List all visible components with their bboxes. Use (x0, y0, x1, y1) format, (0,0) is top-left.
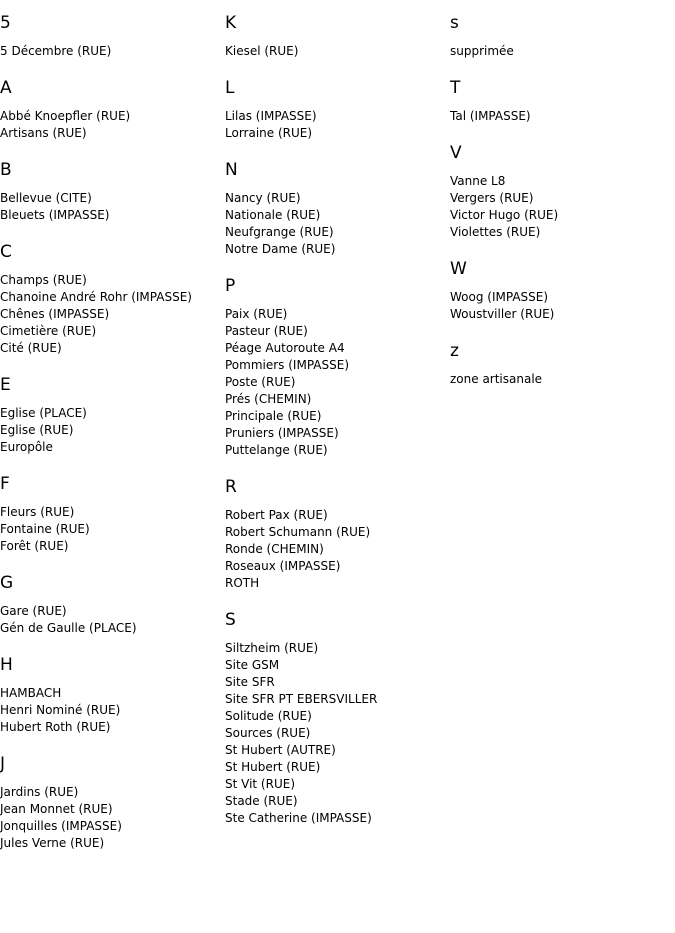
street-list-item (225, 241, 450, 258)
street-list-item (0, 323, 225, 340)
street-list-item (225, 691, 450, 708)
street-list-item (450, 289, 675, 306)
street-list-item (225, 207, 450, 224)
street-link[interactable]: Jonquilles (IMPASSE) (0, 819, 122, 833)
street-list-item (450, 108, 675, 125)
street-list (0, 272, 225, 357)
street-link[interactable]: St Hubert (RUE) (225, 760, 321, 774)
street-link[interactable]: Fontaine (RUE) (0, 522, 90, 536)
street-list-item (0, 439, 225, 456)
letter-group (225, 276, 450, 459)
street-list-item (0, 43, 225, 60)
letter-group (0, 160, 225, 224)
street-list-item (225, 374, 450, 391)
street-list (450, 173, 675, 241)
street-list (225, 43, 450, 60)
street-list-item (0, 801, 225, 818)
street-list-item (225, 558, 450, 575)
letter-heading: V (450, 143, 462, 163)
street-link[interactable]: Kiesel (RUE) (225, 44, 299, 58)
letter-group (225, 160, 450, 258)
street-link[interactable]: Principale (RUE) (225, 409, 322, 423)
street-list-item (225, 708, 450, 725)
street-link[interactable]: Forêt (RUE) (0, 539, 69, 553)
street-link[interactable]: Sources (RUE) (225, 726, 311, 740)
street-link[interactable]: Nationale (RUE) (225, 208, 321, 222)
street-list (225, 190, 450, 258)
street-link[interactable]: Solitude (RUE) (225, 709, 312, 723)
street-list-item (225, 776, 450, 793)
street-link[interactable]: Lilas (IMPASSE) (225, 109, 317, 123)
street-list-item (225, 524, 450, 541)
letter-heading: C (0, 242, 12, 262)
street-link[interactable]: 5 Décembre (RUE) (0, 44, 112, 58)
street-list-item (0, 685, 225, 702)
street-link[interactable]: Eglise (RUE) (0, 423, 74, 437)
street-list (0, 603, 225, 637)
street-link[interactable]: ROTH (225, 576, 260, 590)
street-list-item (225, 108, 450, 125)
street-list-item (225, 306, 450, 323)
street-list-item (225, 442, 450, 459)
street-list (225, 640, 450, 827)
street-link[interactable]: Site SFR (225, 675, 275, 689)
street-list (0, 504, 225, 555)
street-link[interactable]: Pruniers (IMPASSE) (225, 426, 339, 440)
letter-group (450, 143, 675, 241)
street-list-item (225, 408, 450, 425)
letter-heading: S (225, 610, 236, 630)
street-list-item (225, 657, 450, 674)
street-list-item (225, 793, 450, 810)
street-link[interactable]: Poste (RUE) (225, 375, 296, 389)
street-link[interactable]: Artisans (RUE) (0, 126, 87, 140)
street-list-item (225, 674, 450, 691)
street-list-item (0, 125, 225, 142)
letter-group (450, 341, 675, 388)
street-list-item (0, 340, 225, 357)
street-list-item (0, 504, 225, 521)
street-link[interactable]: Prés (CHEMIN) (225, 392, 312, 406)
letter-group (225, 13, 450, 60)
street-link[interactable]: Champs (RUE) (0, 273, 87, 287)
street-link[interactable]: supprimée (450, 44, 514, 58)
letter-group (0, 242, 225, 357)
letter-group (225, 610, 450, 827)
street-link[interactable]: Ste Catherine (IMPASSE) (225, 811, 372, 825)
street-list-item (0, 603, 225, 620)
street-link[interactable]: Neufgrange (RUE) (225, 225, 334, 239)
street-list-item (450, 43, 675, 60)
street-list-item (225, 323, 450, 340)
street-index-column-1 (0, 13, 225, 870)
street-link[interactable]: Roseaux (IMPASSE) (225, 559, 341, 573)
street-list-item (225, 357, 450, 374)
street-link[interactable]: Gén de Gaulle (PLACE) (0, 621, 137, 635)
letter-heading: P (225, 276, 236, 296)
street-link[interactable]: Henri Nominé (RUE) (0, 703, 121, 717)
street-list-item (0, 620, 225, 637)
street-list-item (225, 725, 450, 742)
street-link[interactable]: Europôle (0, 440, 53, 454)
letter-heading: N (225, 160, 238, 180)
street-link[interactable]: Gare (RUE) (0, 604, 67, 618)
letter-group (450, 13, 675, 60)
street-link[interactable]: Violettes (RUE) (450, 225, 541, 239)
street-list-item (225, 125, 450, 142)
letter-heading: s (450, 13, 459, 33)
street-link[interactable]: Robert Pax (RUE) (225, 508, 328, 522)
letter-heading: B (0, 160, 12, 180)
street-list-item (0, 405, 225, 422)
street-link[interactable]: Nancy (RUE) (225, 191, 301, 205)
letter-group (0, 655, 225, 736)
street-link[interactable]: Chênes (IMPASSE) (0, 307, 110, 321)
street-link[interactable]: Péage Autoroute A4 (225, 341, 345, 355)
street-list (225, 108, 450, 142)
letter-heading: F (0, 474, 10, 494)
letter-group (225, 477, 450, 592)
street-list (0, 685, 225, 736)
street-list (450, 43, 675, 60)
letter-group (0, 573, 225, 637)
street-link[interactable]: Vanne L8 (450, 174, 506, 188)
street-link[interactable]: St Vit (RUE) (225, 777, 296, 791)
street-link[interactable]: Abbé Knoepfler (RUE) (0, 109, 131, 123)
street-link[interactable]: Paix (RUE) (225, 307, 288, 321)
letter-heading: 5 (0, 13, 11, 33)
street-list-item (225, 742, 450, 759)
street-list-item (0, 108, 225, 125)
street-list (450, 108, 675, 125)
street-list-item (0, 306, 225, 323)
street-list-item (450, 173, 675, 190)
letter-heading: R (225, 477, 237, 497)
street-list-item (0, 289, 225, 306)
letter-heading: W (450, 259, 467, 279)
street-link[interactable]: Jardins (RUE) (0, 785, 79, 799)
street-list-item (0, 521, 225, 538)
street-list (0, 784, 225, 852)
street-link[interactable]: Notre Dame (RUE) (225, 242, 336, 256)
letter-group (0, 754, 225, 852)
street-list (0, 43, 225, 60)
letter-group (225, 78, 450, 142)
street-link[interactable]: Tal (IMPASSE) (450, 109, 531, 123)
street-list-item (450, 371, 675, 388)
street-link[interactable]: Pasteur (RUE) (225, 324, 308, 338)
street-list (0, 190, 225, 224)
letter-group (0, 78, 225, 142)
street-list-item (225, 810, 450, 827)
letter-heading: E (0, 375, 11, 395)
street-link[interactable]: Woustviller (RUE) (450, 307, 555, 321)
street-link[interactable]: Lorraine (RUE) (225, 126, 313, 140)
street-link[interactable]: Woog (IMPASSE) (450, 290, 549, 304)
street-link[interactable]: Jean Monnet (RUE) (0, 802, 113, 816)
street-list-item (225, 759, 450, 776)
street-list-item (225, 541, 450, 558)
letter-group (0, 13, 225, 60)
letter-heading: z (450, 341, 459, 361)
street-link[interactable]: Victor Hugo (RUE) (450, 208, 559, 222)
street-list-item (225, 340, 450, 357)
street-list (225, 306, 450, 459)
street-link[interactable]: Ronde (CHEMIN) (225, 542, 324, 556)
street-list (450, 289, 675, 323)
letter-group (450, 259, 675, 323)
street-link[interactable]: Puttelange (RUE) (225, 443, 328, 457)
letter-heading: A (0, 78, 12, 98)
street-list-item (225, 224, 450, 241)
street-link[interactable]: Siltzheim (RUE) (225, 641, 319, 655)
street-list-item (225, 190, 450, 207)
street-list-item (450, 190, 675, 207)
street-link[interactable]: HAMBACH (0, 686, 62, 700)
street-link[interactable]: Jules Verne (RUE) (0, 836, 105, 850)
letter-heading: T (450, 78, 461, 98)
letter-heading: K (225, 13, 237, 33)
street-list (0, 108, 225, 142)
street-link[interactable]: Chanoine André Rohr (IMPASSE) (0, 290, 192, 304)
street-link[interactable]: Cité (RUE) (0, 341, 62, 355)
letter-heading: L (225, 78, 235, 98)
street-link[interactable]: Bellevue (CITE) (0, 191, 92, 205)
street-link[interactable]: Stade (RUE) (225, 794, 298, 808)
street-list-item (450, 207, 675, 224)
street-list-item (0, 422, 225, 439)
street-link[interactable]: Site GSM (225, 658, 280, 672)
street-list-item (450, 224, 675, 241)
street-link[interactable]: Eglise (PLACE) (0, 406, 87, 420)
street-list-item (450, 306, 675, 323)
street-list-item (0, 702, 225, 719)
street-list-item (0, 719, 225, 736)
letter-group (450, 78, 675, 125)
street-link[interactable]: Vergers (RUE) (450, 191, 534, 205)
street-list (225, 507, 450, 592)
street-link[interactable]: Robert Schumann (RUE) (225, 525, 371, 539)
letter-group (0, 375, 225, 456)
street-link[interactable]: Cimetière (RUE) (0, 324, 97, 338)
street-list-item (225, 43, 450, 60)
street-list (450, 371, 675, 388)
street-link[interactable]: Site SFR PT EBERSVILLER (225, 692, 378, 706)
street-list-item (0, 207, 225, 224)
street-index-column-2 (225, 13, 450, 845)
letter-heading: H (0, 655, 13, 675)
street-list-item (225, 425, 450, 442)
street-link[interactable]: Fleurs (RUE) (0, 505, 75, 519)
street-link[interactable]: St Hubert (AUTRE) (225, 743, 336, 757)
letter-heading: J (0, 754, 6, 774)
street-link[interactable]: Pommiers (IMPASSE) (225, 358, 349, 372)
street-list-item (0, 190, 225, 207)
street-list (0, 405, 225, 456)
street-link[interactable]: Hubert Roth (RUE) (0, 720, 111, 734)
street-list-item (225, 640, 450, 657)
street-link[interactable]: zone artisanale (450, 372, 543, 386)
street-list-item (0, 818, 225, 835)
street-link[interactable]: Bleuets (IMPASSE) (0, 208, 110, 222)
street-list-item (0, 272, 225, 289)
street-list-item (0, 784, 225, 801)
street-list-item (0, 835, 225, 852)
letter-group (0, 474, 225, 555)
street-list-item (0, 538, 225, 555)
letter-heading: G (0, 573, 14, 593)
street-index-column-3 (450, 13, 675, 406)
street-list-item (225, 391, 450, 408)
street-list-item (225, 575, 450, 592)
street-list-item (225, 507, 450, 524)
